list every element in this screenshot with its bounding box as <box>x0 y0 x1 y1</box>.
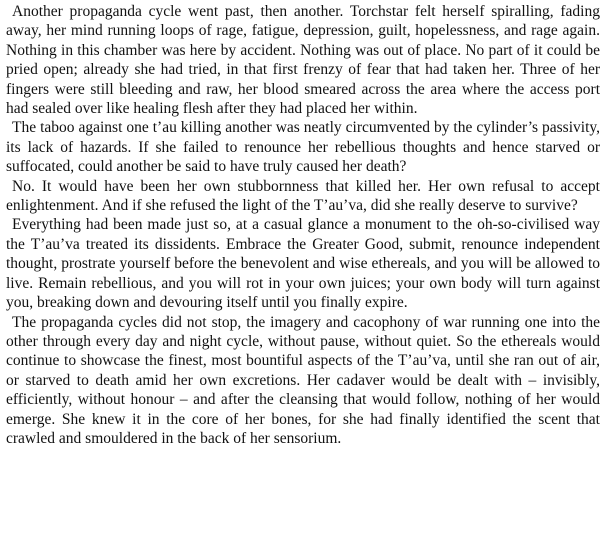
paragraph-5: The propaganda cycles did not stop, the imagery and cacophony of war running one into the other through every day and night cycle, without pause, without quiet. So the ethereals would continue to showcase the finest, most bountiful aspects of the T’au’va, until she ran out of air, or starved to death amid her own excretions. Her cadaver would be dealt with – invisibly, efficiently, without honour – and after the cleansing that would follow, nothing of her would emerge. She knew it in the core of her bones, for she had finally identified the scent that crawled and smouldered in the back of her sensorium. <box>6 313 600 447</box>
paragraph-4: Everything had been made just so, at a casual glance a monument to the oh-so-civilised way the T’au’va treated its dissidents. Embrace the Greater Good, submit, renounce independent thought, prostrate yourself before the benevolent and wise ethereals, and you will be allowed to live. Remain rebellious, and you will rot in your own juices; your own body will turn against you, breaking down and devouring itself until you finally expire. <box>6 216 600 312</box>
paragraph-3: No. It would have been her own stubbornness that killed her. Her own refusal to accept enlightenment. And if she refused the light of the T’au’va, did she really deserve to survive? <box>6 177 600 215</box>
paragraph-1: Another propaganda cycle went past, then another. Torchstar felt herself spiralling, fading away, her mind running loops of rage, fatigue, depression, guilt, hopelessness, and rage again. Nothing in this chamber was here by accident. Nothing was out of place. No part of it could be pried open; already she had tried, in that first frenzy of fear that had taken her. Three of her fingers were still bleeding and raw, her blood smeared across the area where the access port had sealed over like healing flesh after they had placed her within. <box>6 3 600 118</box>
paragraph-2: The taboo against one t’au killing another was neatly circumvented by the cylinder’s passivity, its lack of hazards. If she failed to renounce her rebellious thoughts and hence starved or suffocated, could another be said to have truly caused her death? <box>6 119 600 176</box>
